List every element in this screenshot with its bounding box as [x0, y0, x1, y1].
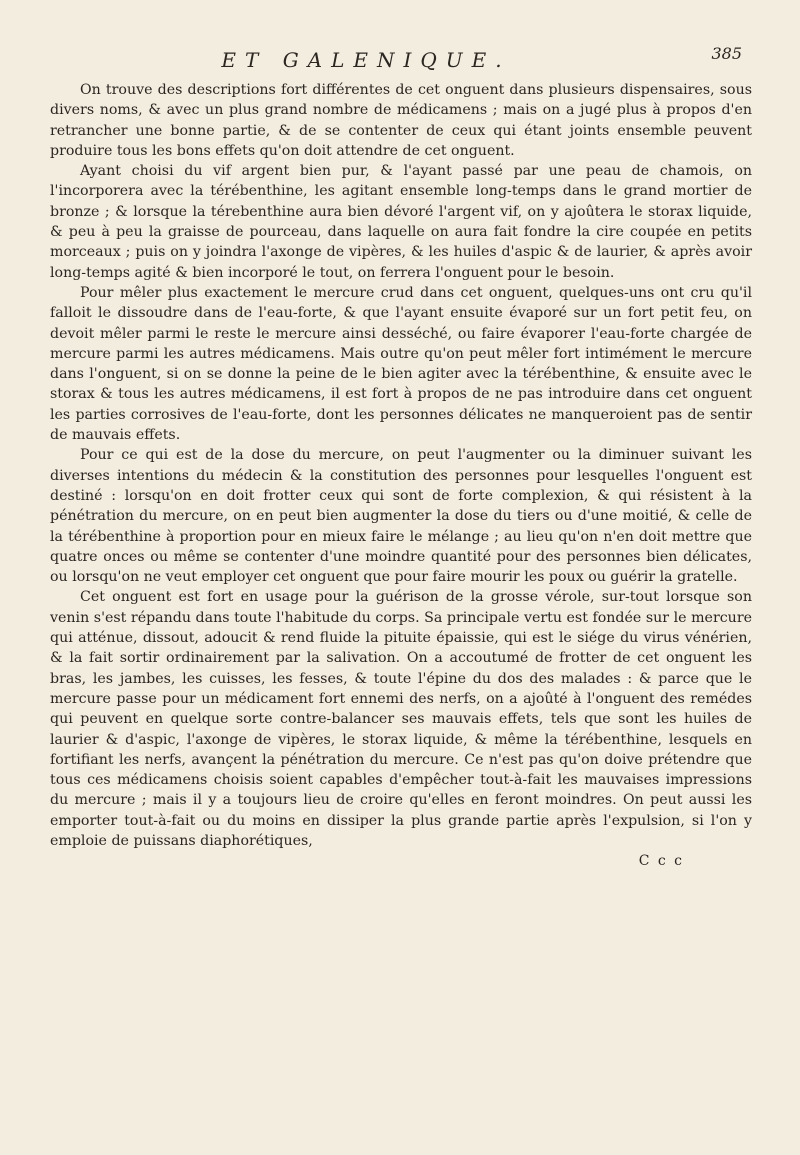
paragraph-4: Pour ce qui est de la dose du mercure, on peut l'augmenter ou la diminuer suivant les diverses intentions du médecin & la constitution des personnes pour lesquelles l'onguent est destiné : lorsqu'on en doit frotter ceux qui sont de forte complexion, & qui résistent à la pénétration du mercure, on en peut bien augmenter la dose du tiers ou d'une moitié, & celle de la térébenthine à proportion pour en mieux faire le mélange ; au lieu qu'on n'en doit mettre que quatre onces ou même se contenter d'une moindre quantité pour des personnes bien délicates, ou lorsqu'on ne veut employer cet onguent que pour faire mourir les poux ou guérir la gratelle.: [50, 447, 752, 586]
signature-mark: C c c: [638, 853, 684, 870]
page-number: 385: [711, 44, 742, 63]
running-title: ET GALENIQUE.: [221, 48, 511, 72]
paragraph-2: Ayant choisi du vif argent bien pur, & l'ayant passé par une peau de chamois, on l'incorporera avec la térébenthine, les agitant ensemble long-temps dans le grand mortier de bronze ; & lorsque la térebenthine aura bien dévoré l'argent vif, on y ajoûtera le storax liquide, & peu à peu la graisse de pourceau, dans laquelle on aura fait fondre la cire coupée en petits morceaux ; puis on y joindra l'axonge de vipères, & les huiles d'aspic & de laurier, & après avoir long-temps agité & bien incorporé le tout, on ferrera l'onguent pour le besoin.: [50, 163, 752, 281]
paragraph-1: On trouve des descriptions fort différentes de cet onguent dans plusieurs dispensaires, sous divers noms, & avec un plus grand nombre de médicamens ; mais on a jugé plus à propos d'en retrancher une bonne partie, & de se contenter de ceux qui étant joints ensemble peuvent produire tous les bons effets qu'on doit attendre de cet onguent.: [50, 82, 752, 159]
paragraph-5: Cet onguent est fort en usage pour la guérison de la grosse vérole, sur-tout lorsque son venin s'est répandu dans toute l'habitude du corps. Sa principale vertu est fondée sur le mercure qui atténue, dissout, adoucit & rend fluide la pituite épaissie, qui est le siége du virus vénérien, & la fait sortir ordinairement par la salivation. On a accoutumé de frotter de cet onguent les bras, les jambes, les cuisses, les fesses, & toute l'épine du dos des malades : & parce que le mercure passe pour un médicament fort ennemi des nerfs, on a ajoûté à l'onguent des remédes qui peuvent en quelque sorte contre-balancer ses mauvais effets, tels que sont les huiles de laurier & d'aspic, l'axonge de vipères, le storax liquide, & même la térébenthine, lesquels en fortifiant les nerfs, avançent la pénétration du mercure. Ce n'est pas qu'on doive prétendre que tous ces médicamens choisis soient capables d'empêcher tout-à-fait les mauvaises impressions du mercure ; mais il y a toujours lieu de croire qu'elles en feront moindres. On peut aussi les emporter tout-à-fait ou du moins en dissiper la plus grande partie après l'expulsion, si l'on y emploie de puissans diaphorétiques,: [50, 589, 752, 849]
page-header: [50, 38, 752, 72]
paragraph-3: Pour mêler plus exactement le mercure crud dans cet onguent, quelques-uns ont cru qu'il falloit le dissoudre dans de l'eau-forte, & que l'ayant ensuite évaporé sur un fort petit feu, on devoit mêler parmi le reste le mercure ainsi desséché, ou faire évaporer l'eau-forte chargée de mercure parmi les autres médicamens. Mais outre qu'on peut mêler fort intimément le mercure dans l'onguent, si on se donne la peine de le bien agiter avec la térébenthine, & ensuite avec le storax & tous les autres médicamens, il est fort à propos de ne pas introduire dans cet onguent les parties corrosives de l'eau-forte, dont les personnes délicates ne manqueroient pas de sentir de mauvais effets.: [50, 284, 752, 444]
body-text: [50, 80, 752, 851]
